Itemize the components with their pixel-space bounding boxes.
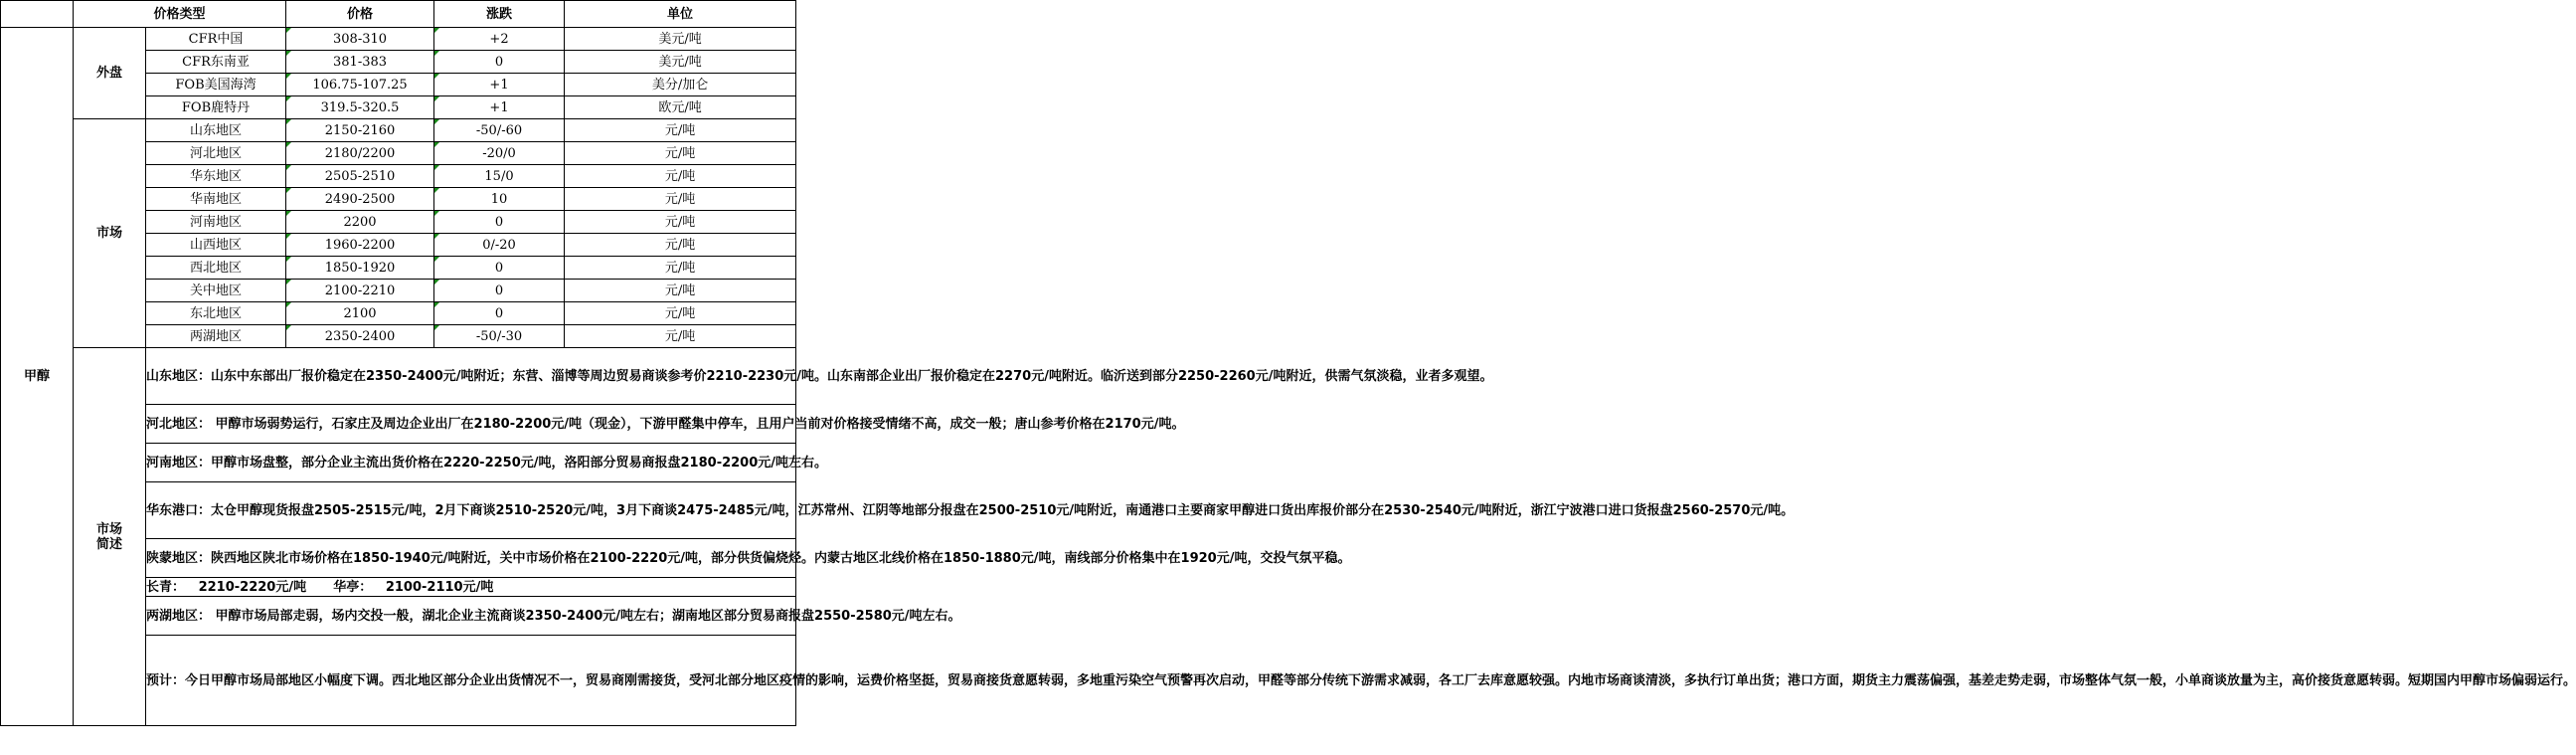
row-unit: 元/吨 — [565, 119, 796, 142]
row-name: CFR东南亚 — [146, 51, 286, 74]
header-price: 价格 — [286, 1, 434, 28]
row-name: 山西地区 — [146, 234, 286, 257]
row-change: +1 — [434, 74, 565, 96]
row-name: 河南地区 — [146, 211, 286, 234]
header-row — [1, 1, 796, 28]
row-change: 0 — [434, 211, 565, 234]
row-name: 关中地区 — [146, 280, 286, 302]
row-change: 0 — [434, 257, 565, 280]
header-type: 价格类型 — [74, 1, 286, 28]
row-unit: 元/吨 — [565, 257, 796, 280]
row-change: 15/0 — [434, 165, 565, 188]
row-change: 0 — [434, 302, 565, 325]
note-henan: 河南地区：甲醇市场盘整，部分企业主流出货价格在2220-2250元/吨，洛阳部分贸易商报盘2180-2200元/吨左右。 — [146, 444, 796, 482]
note-forecast: 预计：今日甲醇市场局部地区小幅度下调。西北地区部分企业出货情况不一，贸易商刚需接货，受河北部分地区疫情的影响，运费价格坚挺，贸易商接货意愿转弱，多地重污染空气预警再次启动，甲醛等部分传统下游需求减弱，各工厂去库意愿较强。内地市场商谈清淡，多执行订单出货；港口方面，期货主力震荡偏强，基差走势走弱，市场整体气氛一般，小单商谈放量为主，高价接货意愿转弱。短期国内甲醇市场偏弱运行。 — [146, 636, 796, 726]
row-price: 2350-2400 — [286, 325, 434, 348]
row-name: 两湖地区 — [146, 325, 286, 348]
row-unit: 元/吨 — [565, 234, 796, 257]
product-label: 甲醇 — [1, 28, 74, 726]
row-unit: 元/吨 — [565, 302, 796, 325]
row-unit: 元/吨 — [565, 188, 796, 211]
row-price: 106.75-107.25 — [286, 74, 434, 96]
row-name: 华南地区 — [146, 188, 286, 211]
row-price: 1960-2200 — [286, 234, 434, 257]
commentary-row — [1, 348, 796, 405]
row-price: 319.5-320.5 — [286, 96, 434, 119]
table-row — [1, 28, 796, 51]
row-change: 0 — [434, 280, 565, 302]
note-shaanxi-mongolia: 陕蒙地区：陕西地区陕北市场价格在1850-1940元/吨附近，关中市场价格在2100-2220元/吨，部分供货偏烧烃。内蒙古地区北线价格在1850-1880元/吨，南线部分价格集中在1920元/吨，交投气氛平稳。 — [146, 539, 796, 578]
table-row — [1, 119, 796, 142]
row-change: +1 — [434, 96, 565, 119]
header-unit: 单位 — [565, 1, 796, 28]
note-two-lakes: 两湖地区： 甲醇市场局部走弱，场内交投一般，湖北企业主流商谈2350-2400元/吨左右；湖南地区部分贸易商报盘2550-2580元/吨左右。 — [146, 597, 796, 636]
row-price: 381-383 — [286, 51, 434, 74]
row-name: CFR中国 — [146, 28, 286, 51]
row-price: 2100-2210 — [286, 280, 434, 302]
note-shandong: 山东地区：山东中东部出厂报价稳定在2350-2400元/吨附近；东营、淄博等周边贸易商谈参考价2210-2230元/吨。山东南部企业出厂报价稳定在2270元/吨附近。临沂送到部分2250-2260元/吨附近，供需气氛淡稳，业者多观望。 — [146, 348, 796, 405]
group-commentary-label — [74, 348, 146, 726]
row-name: FOB鹿特丹 — [146, 96, 286, 119]
note-hebei: 河北地区： 甲醇市场弱势运行，石家庄及周边企业出厂在2180-2200元/吨（现金），下游甲醛集中停车，且用户当前对价格接受情绪不高，成交一般；唐山参考价格在2170元/吨。 — [146, 405, 796, 444]
header-change: 涨跌 — [434, 1, 565, 28]
row-price: 2505-2510 — [286, 165, 434, 188]
row-price: 2490-2500 — [286, 188, 434, 211]
row-unit: 美元/吨 — [565, 51, 796, 74]
row-change: 10 — [434, 188, 565, 211]
row-unit: 元/吨 — [565, 325, 796, 348]
row-unit: 欧元/吨 — [565, 96, 796, 119]
row-change: 0 — [434, 51, 565, 74]
row-name: 山东地区 — [146, 119, 286, 142]
row-unit: 元/吨 — [565, 280, 796, 302]
row-name: FOB美国海湾 — [146, 74, 286, 96]
row-name: 西北地区 — [146, 257, 286, 280]
group-outer-label: 外盘 — [74, 28, 146, 119]
row-price: 2200 — [286, 211, 434, 234]
row-unit: 美元/吨 — [565, 28, 796, 51]
row-unit: 元/吨 — [565, 211, 796, 234]
row-name: 华东地区 — [146, 165, 286, 188]
row-change: +2 — [434, 28, 565, 51]
row-change: 0/-20 — [434, 234, 565, 257]
row-name: 河北地区 — [146, 142, 286, 165]
row-price: 1850-1920 — [286, 257, 434, 280]
row-price: 2150-2160 — [286, 119, 434, 142]
row-unit: 元/吨 — [565, 142, 796, 165]
header-blank — [1, 1, 74, 28]
group-market-label: 市场 — [74, 119, 146, 348]
row-name: 东北地区 — [146, 302, 286, 325]
commentary-label-line1: 市场 — [95, 521, 122, 537]
row-price: 2180/2200 — [286, 142, 434, 165]
commentary-label-line2: 简述 — [95, 536, 122, 552]
row-change: -50/-30 — [434, 325, 565, 348]
row-price: 2100 — [286, 302, 434, 325]
row-change: -50/-60 — [434, 119, 565, 142]
row-unit: 元/吨 — [565, 165, 796, 188]
note-east-china-port: 华东港口：太仓甲醇现货报盘2505-2515元/吨，2月下商谈2510-2520元/吨，3月下商谈2475-2485元/吨，江苏常州、江阴等地部分报盘在2500-2510元/吨附近，南通港口主要商家甲醇进口货出库报价部分在2530-2540元/吨附近，浙江宁波港口进口货报盘2560-2570元/吨。 — [146, 482, 796, 539]
note-changqing-huating: 长青： 2210-2220元/吨 华亭： 2100-2110元/吨 — [146, 578, 796, 597]
row-change: -20/0 — [434, 142, 565, 165]
row-price: 308-310 — [286, 28, 434, 51]
row-unit: 美分/加仑 — [565, 74, 796, 96]
